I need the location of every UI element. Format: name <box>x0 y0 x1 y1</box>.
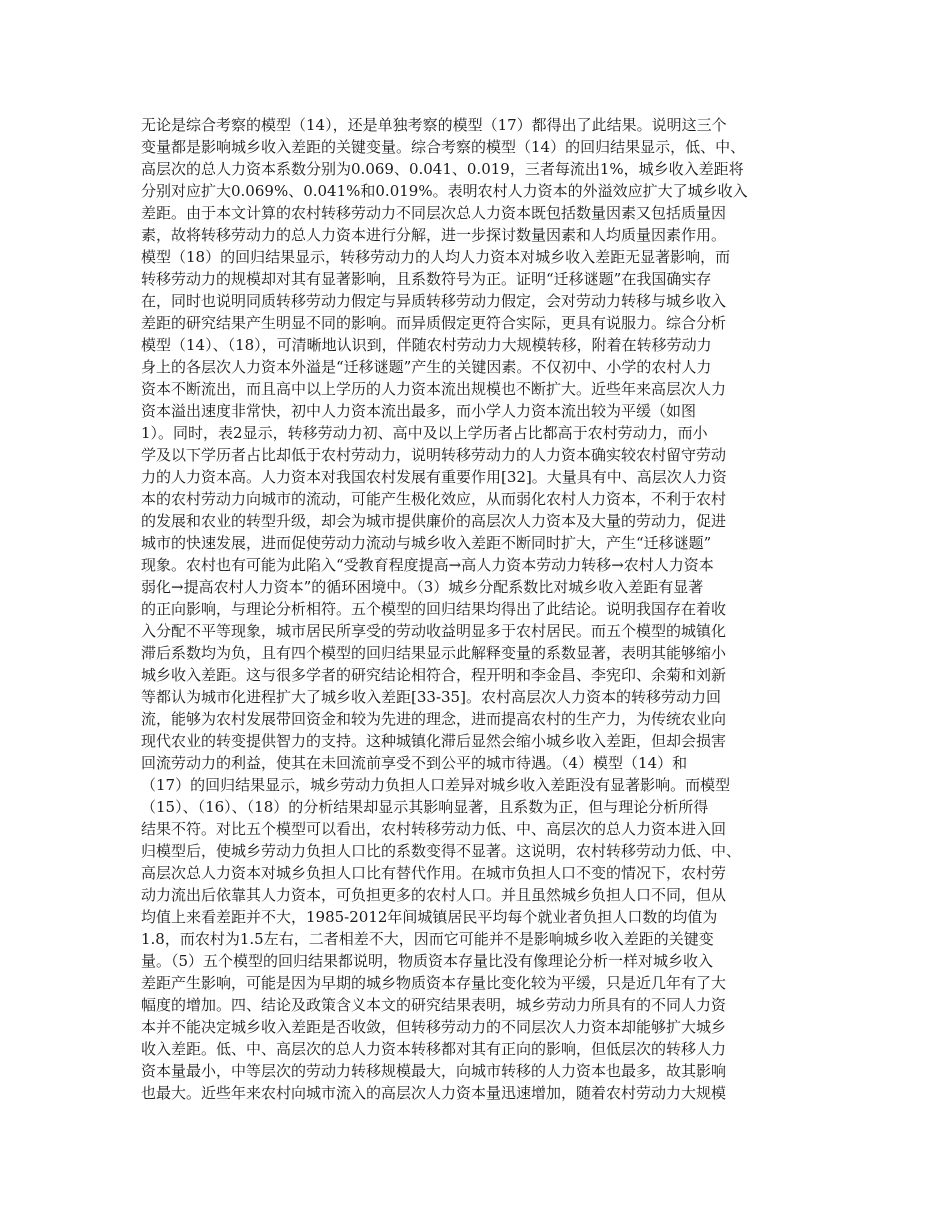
text-line: 身上的各层次人力资本外溢是“迁移谜题”产生的关键因素。不仅初中、小学的农村人力 <box>141 358 712 376</box>
text-line: 弱化→提高农村人力资本”的循环困境中。（3）城乡分配系数比对城乡收入差距有显著 <box>141 578 704 596</box>
text-line: 城市的快速发展，进而促使劳动力流动与城乡收入差距不断同时扩大，产生“迁移谜题” <box>141 534 712 552</box>
text-line: 结果不符。对比五个模型可以看出，农村转移劳动力低、中、高层次的总人力资本进入回 <box>141 820 727 838</box>
text-line: 1）。同时，表2显示，转移劳动力初、高中及以上学历者占比都高于农村劳动力，而小 <box>141 424 708 442</box>
text-line: 回流劳动力的利益，使其在未回流前享受不到公平的城市待遇。（4）模型（14）和 <box>141 754 688 772</box>
text-line: 高层次总人力资本对城乡负担人口比有替代作用。在城市负担人口不变的情况下，农村劳 <box>141 864 727 882</box>
text-line: 滞后系数均为负，且有四个模型的回归结果显示此解释变量的系数显著，表明其能够缩小 <box>141 644 727 662</box>
text-line: 差距。由于本文计算的农村转移劳动力不同层次总人力资本既包括数量因素又包括质量因 <box>141 204 727 222</box>
text-line: 模型（18）的回归结果显示，转移劳动力的人均人力资本对城乡收入差距无显著影响，而 <box>141 248 731 266</box>
text-line: 收入差距。低、中、高层次的总人力资本转移都对其有正向的影响，但低层次的转移人力 <box>141 1040 727 1058</box>
text-line: 差距的研究结果产生明显不同的影响。而异质假定更符合实际，更具有说服力。综合分析 <box>141 314 727 332</box>
text-line: 现代农业的转变提供智力的支持。这种城镇化滞后显然会缩小城乡收入差距，但却会损害 <box>141 732 727 750</box>
text-line: 无论是综合考察的模型（14），还是单独考察的模型（17）都得出了此结果。说明这三个 <box>141 116 727 134</box>
text-line: 学及以下学历者占比却低于农村劳动力，说明转移劳动力的人力资本确实较农村留守劳动 <box>141 446 727 464</box>
text-line: 城乡收入差距。这与很多学者的研究结论相符合，程开明和李金昌、李宪印、余菊和刘新 <box>141 666 727 684</box>
text-line: 流，能够为农村发展带回资金和较为先进的理念，进而提高农村的生产力，为传统农业向 <box>141 710 727 728</box>
text-line: 转移劳动力的规模却对其有显著影响，且系数符号为正。证明“迁移谜题”在我国确实存 <box>141 270 712 288</box>
body-text <box>141 114 821 1104</box>
text-line: 资本量最小，中等层次的劳动力转移规模最大，向城市转移的人力资本也最多，故其影响 <box>141 1062 727 1080</box>
text-line: 本并不能决定城乡收入差距是否收敛，但转移劳动力的不同层次人力资本却能够扩大城乡 <box>141 1018 727 1036</box>
text-line: 本的农村劳动力向城市的流动，可能产生极化效应，从而弱化农村人力资本，不利于农村 <box>141 490 727 508</box>
text-line: 力的人力资本高。人力资本对我国农村发展有重要作用[32]。大量具有中、高层次人力资 <box>141 468 727 486</box>
text-line: （17）的回归结果显示，城乡劳动力负担人口差异对城乡收入差距没有显著影响。而模型 <box>141 776 731 794</box>
text-line: 动力流出后依靠其人力资本，可负担更多的农村人口。并且虽然城乡负担人口不同，但从 <box>141 886 727 904</box>
text-line: 幅度的增加。四、结论及政策含义本文的研究结果表明，城乡劳动力所具有的不同人力资 <box>141 996 727 1014</box>
text-line: 模型（14）、（18），可清晰地认识到，伴随农村劳动力大规模转移，附着在转移劳动力 <box>141 336 712 354</box>
text-line: （15）、（16）、（18）的分析结果却显示其影响显著，且系数为正，但与理论分析所得 <box>141 798 709 816</box>
text-line: 分别对应扩大0.069%、0.041%和0.019%。表明农村人力资本的外溢效应扩大了城乡收入 <box>141 182 748 200</box>
text-line: 资本不断流出，而且高中以上学历的人力资本流出规模也不断扩大。近些年来高层次人力 <box>141 380 727 398</box>
text-line: 的正向影响，与理论分析相符。五个模型的回归结果均得出了此结论。说明我国存在着收 <box>141 600 727 618</box>
text-line: 变量都是影响城乡收入差距的关键变量。综合考察的模型（14）的回归结果显示，低、中、 <box>141 138 746 156</box>
text-line: 的发展和农业的转型升级，却会为城市提供廉价的高层次人力资本及大量的劳动力，促进 <box>141 512 727 530</box>
text-line: 素，故将转移劳动力的总人力资本进行分解，进一步探讨数量因素和人均质量因素作用。 <box>141 226 727 244</box>
text-line: 在，同时也说明同质转移劳动力假定与异质转移劳动力假定，会对劳动力转移与城乡收入 <box>141 292 727 310</box>
text-line: 也最大。近些年来农村向城市流入的高层次人力资本量迅速增加，随着农村劳动力大规模 <box>141 1084 727 1102</box>
text-line: 均值上来看差距并不大，1985-2012年间城镇居民平均每个就业者负担人口数的均值为 <box>141 908 718 926</box>
text-line: 归模型后，使城乡劳动力负担人口比的系数变得不显著。这说明，农村转移劳动力低、中、 <box>141 842 742 860</box>
text-line: 差距产生影响，可能是因为早期的城乡物质资本存量比变化较为平缓，只是近几年有了大 <box>141 974 727 992</box>
text-line: 1.8，而农村为1.5左右，二者相差不大，因而它可能并不是影响城乡收入差距的关键变 <box>141 930 714 948</box>
text-line: 入分配不平等现象，城市居民所享受的劳动收益明显多于农村居民。而五个模型的城镇化 <box>141 622 727 640</box>
text-line: 等都认为城市化进程扩大了城乡收入差距[33-35]。农村高层次人力资本的转移劳动力回 <box>141 688 721 706</box>
text-line: 现象。农村也有可能为此陷入“受教育程度提高→高人力资本劳动力转移→农村人力资本 <box>141 556 714 574</box>
text-line: 量。（5）五个模型的回归结果都说明，物质资本存量比没有像理论分析一样对城乡收入 <box>141 952 714 970</box>
text-line: 高层次的总人力资本系数分别为0.069、0.041、0.019，三者每流出1%，城乡收入差距将 <box>141 160 744 178</box>
text-line: 资本溢出速度非常快，初中人力资本流出最多，而小学人力资本流出较为平缓（如图 <box>141 402 697 420</box>
